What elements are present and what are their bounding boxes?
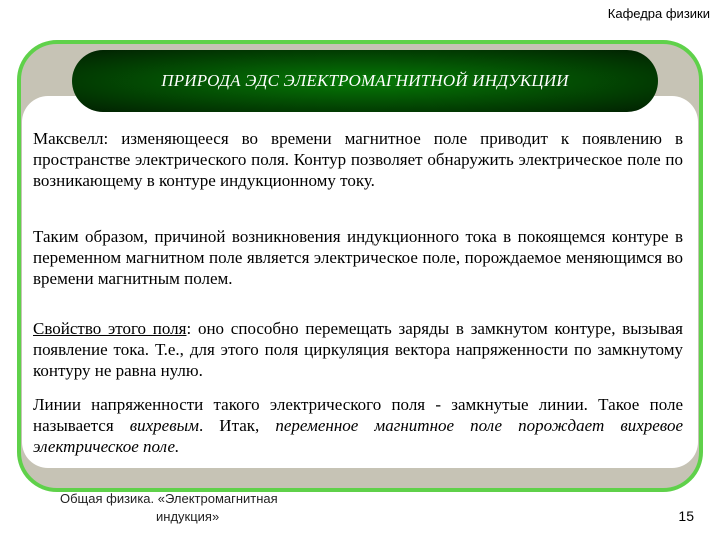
department-label: Кафедра физики (607, 6, 710, 21)
footer-course-line1: Общая физика. «Электромагнитная (60, 491, 278, 506)
footer-course-line2: индукция» (156, 509, 220, 524)
slide-title: ПРИРОДА ЭДС ЭЛЕКТРОМАГНИТНОЙ ИНДУКЦИИ (161, 71, 569, 90)
property-rest: : оно способно перемещать заряды в замкнутом контуре, вызывая появление тока. Т.е., для этого поля циркуляция вектора напряженности по замкнутому контуру не равна нулю. (33, 319, 683, 380)
paragraph-vortex (33, 394, 683, 457)
vortex-word: вихревым (129, 416, 199, 435)
page-number: 15 (678, 508, 694, 524)
title-bar (72, 50, 658, 112)
paragraph-cause: Таким образом, причиной возникновения индукционного тока в покоящемся контуре в переменном магнитном поле является электрическое поле, порождаемое меняющимся во времени магнитным полем. (33, 227, 683, 288)
vortex-start: Линии напряженности такого электрического поля - замкнутые линии. Такое поле называется (33, 395, 683, 435)
vortex-conclusion: переменное магнитное поле порождает вихревое электрическое поле. (33, 416, 683, 456)
paragraph-maxwell: Максвелл: изменяющееся во времени магнитное поле приводит к появлению в пространстве электрического поля. Контур позволяет обнаружить электрическое поле по возникающему в контуре индукционному току. (33, 129, 683, 190)
property-underlined: Свойство этого поля (33, 319, 187, 338)
vortex-middle: . Итак, (198, 416, 276, 435)
paragraph-property (33, 318, 683, 381)
footer-course (60, 490, 350, 526)
